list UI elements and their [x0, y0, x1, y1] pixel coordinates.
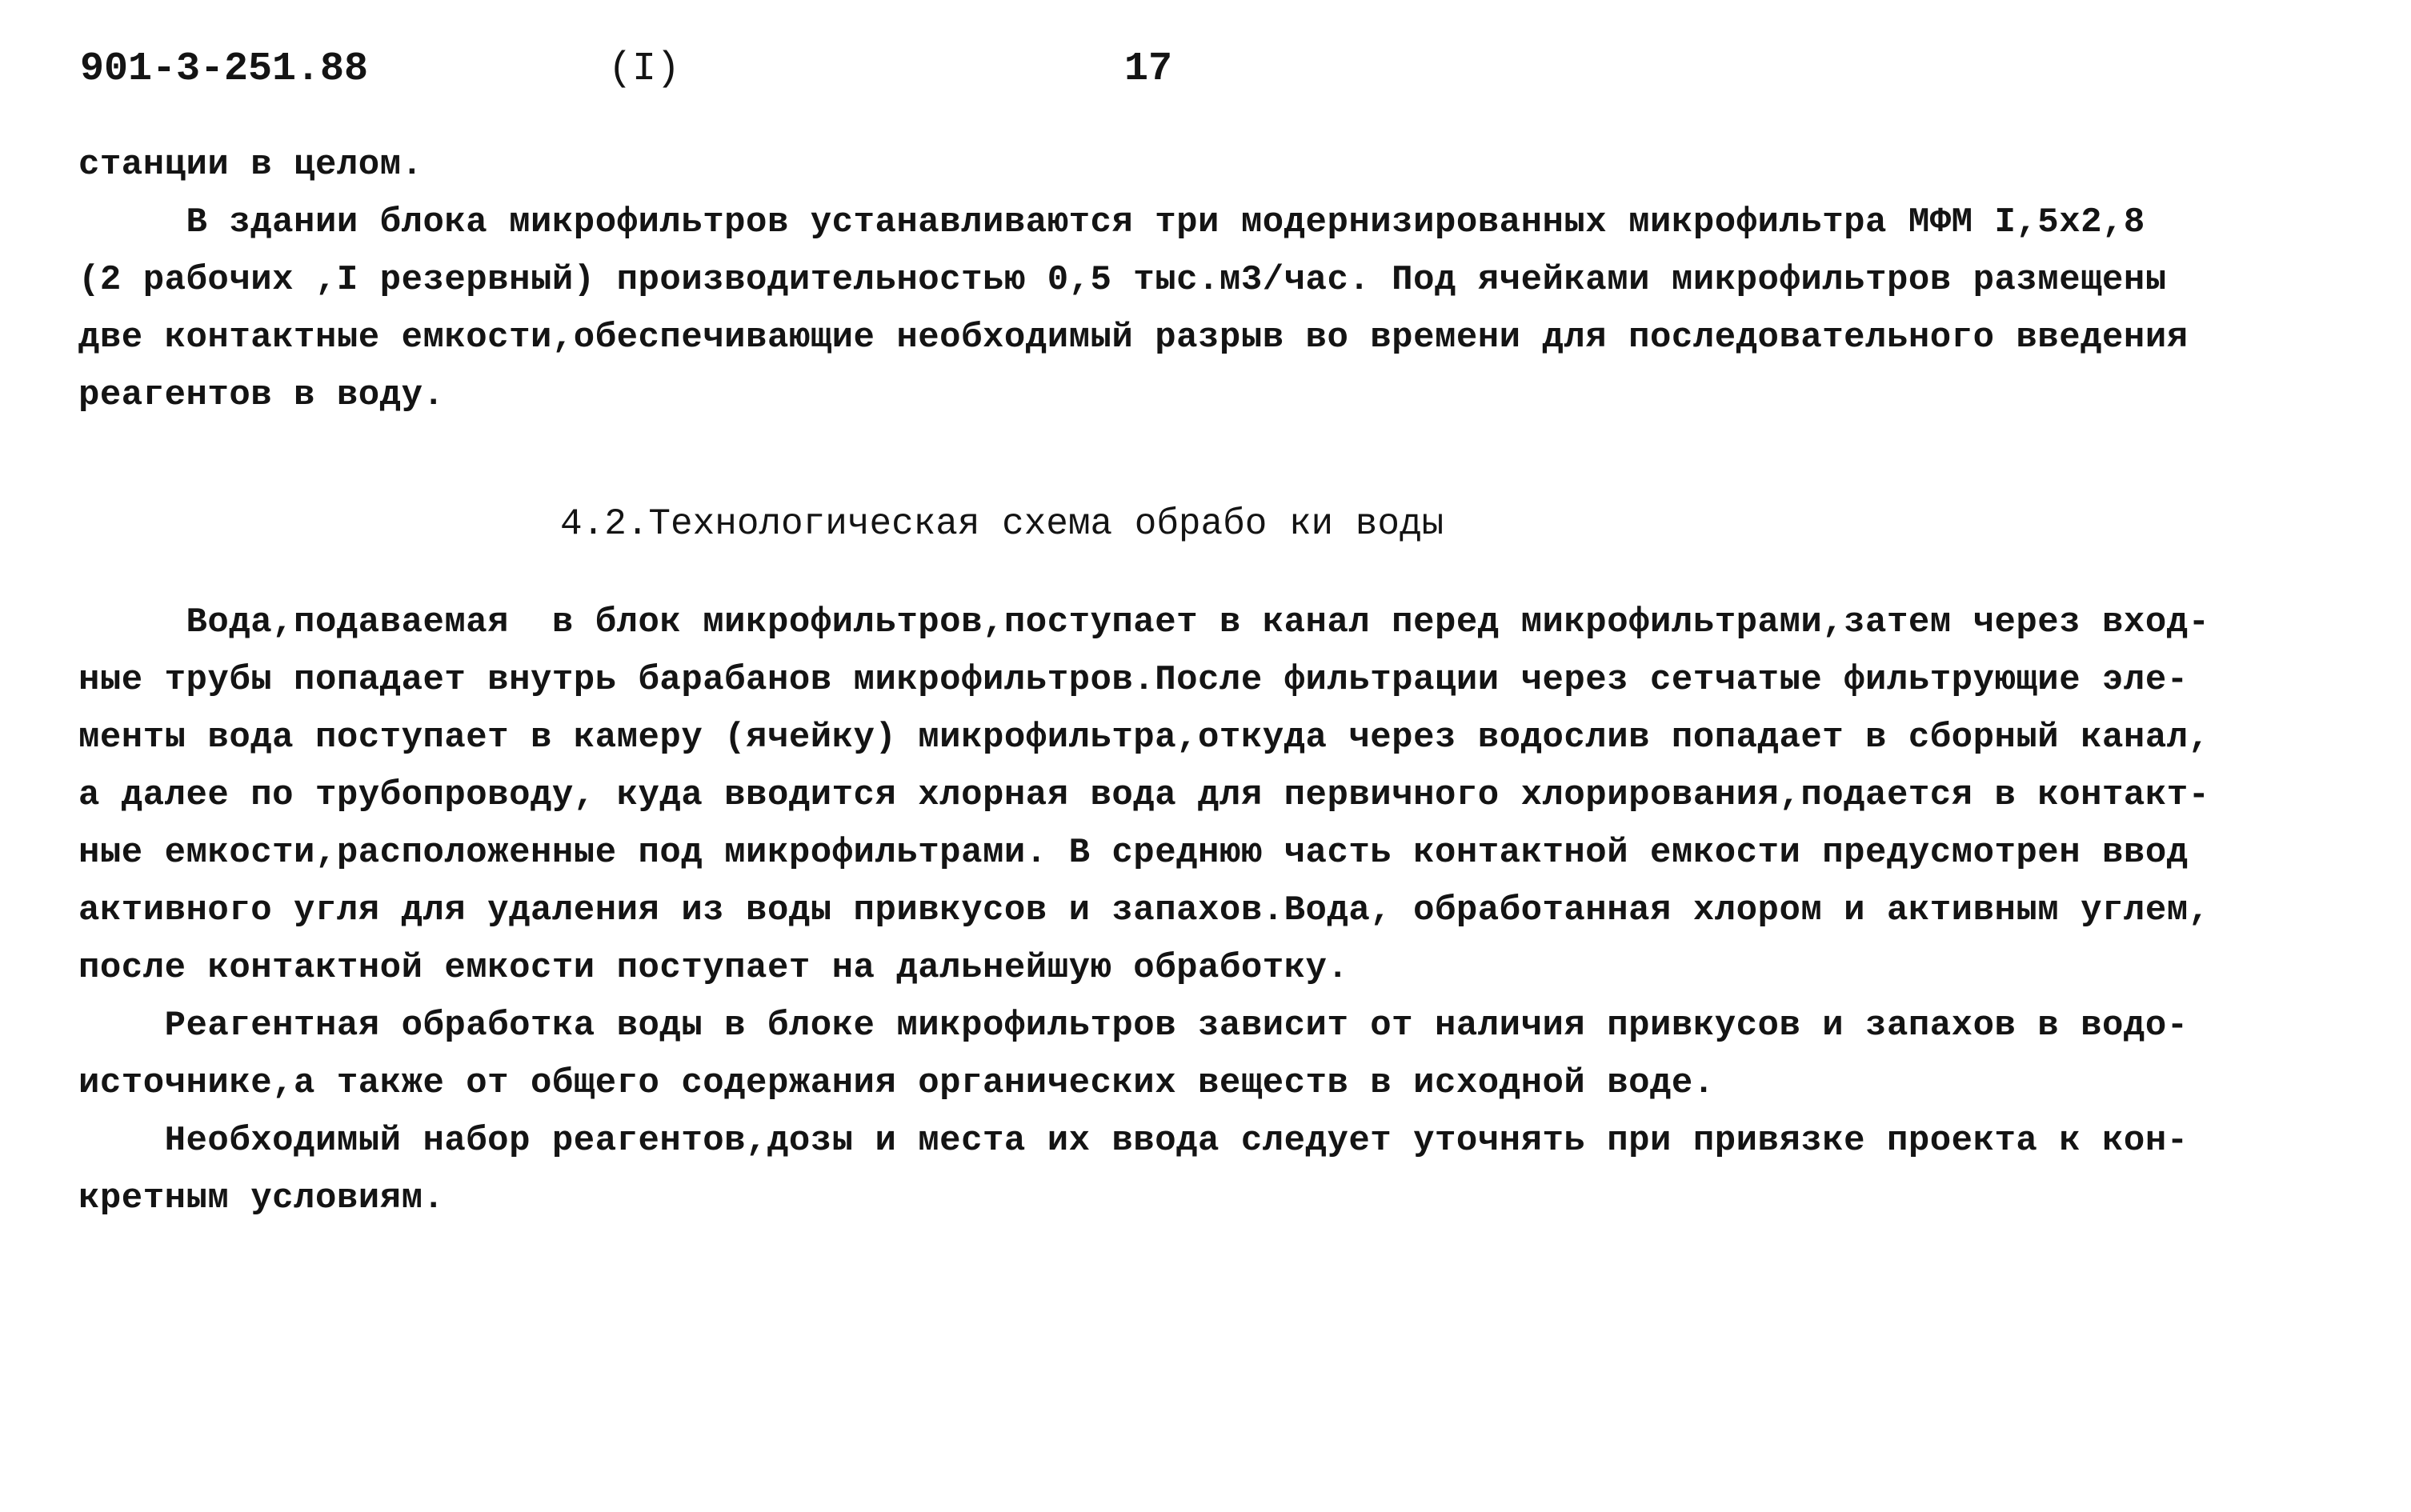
text-line: реагентов в воду. — [78, 375, 445, 415]
text-line: Вода,подаваемая в блок микрофильтров,поступает в канал перед микрофильтрами,затем через вход- — [78, 602, 2210, 642]
text-line: активного угля для удаления из воды привкусов и запахов.Вода, обработанная хлором и активным углем, — [78, 890, 2210, 930]
document-code: 901-3-251.88 — [80, 46, 369, 92]
text-line: ные трубы попадает внутрь барабанов микрофильтров.После фильтрации через сетчатые фильтрующие эле- — [78, 660, 2189, 700]
page-header — [0, 42, 2411, 98]
page-number: 17 — [1124, 46, 1173, 92]
text-line: а далее по трубопроводу, куда вводится хлорная вода для первичного хлорирования,подается в контакт- — [78, 775, 2210, 815]
text-line: (2 рабочих ,I резервный) производительностью 0,5 тыс.м3/час. Под ячейками микрофильтров размещены — [78, 260, 2167, 300]
text-line: станции в целом. — [78, 145, 423, 185]
text-line: ные емкости,расположенные под микрофильтрами. В среднюю часть контактной емкости предусмотрен ввод — [78, 833, 2189, 873]
text-line: Необходимый набор реагентов,дозы и места их ввода следует уточнять при привязке проекта к кон- — [78, 1121, 2189, 1161]
section-heading: 4.2.Технологическая схема обрабо ки воды — [560, 503, 1444, 545]
text-line: В здании блока микрофильтров устанавливаются три модернизированных микрофильтра МФМ I,5х2,8 — [78, 202, 2145, 242]
text-line: менты вода поступает в камеру (ячейку) микрофильтра,откуда через водослив попадает в сборный канал, — [78, 718, 2210, 758]
document-part: (I) — [608, 46, 681, 92]
text-line: источнике,а также от общего содержания органических веществ в исходной воде. — [78, 1063, 1715, 1103]
text-line: две контактные емкости,обеспечивающие необходимый разрыв во времени для последовательного введения — [78, 318, 2189, 358]
text-line: кретным условиям. — [78, 1178, 445, 1218]
text-line: после контактной емкости поступает на дальнейшую обработку. — [78, 948, 1349, 988]
text-line: Реагентная обработка воды в блоке микрофильтров зависит от наличия привкусов и запахов в водо- — [78, 1006, 2189, 1046]
